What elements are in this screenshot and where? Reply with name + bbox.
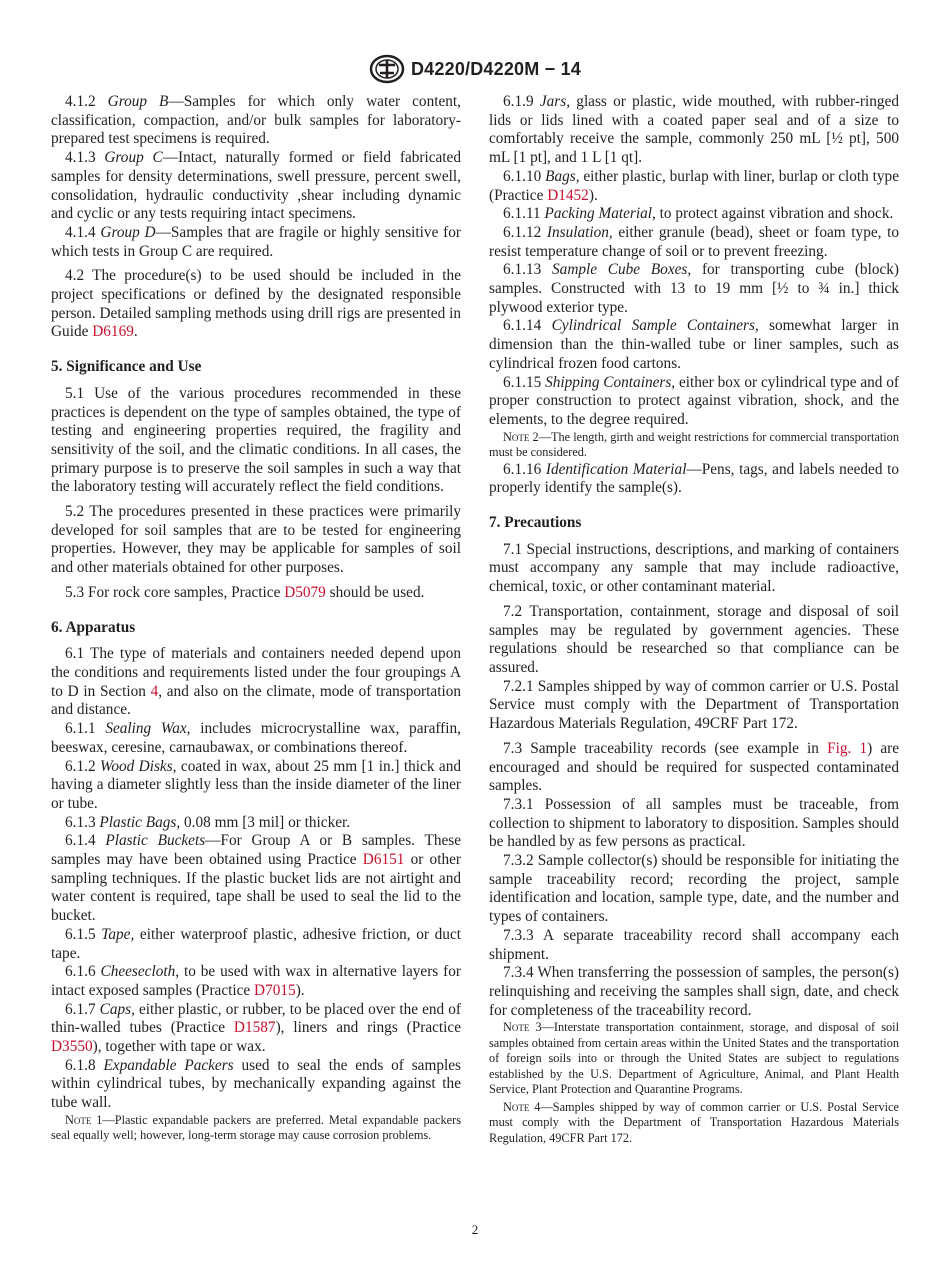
section-7-1: 7.1 Special instructions, descriptions, and marking of containers must accompany any sample that may include radioactive, chemical, toxic, or other contaminant material. — [489, 540, 899, 596]
ref-link-d3550[interactable]: D3550 — [51, 1038, 93, 1056]
section-7-3-4: 7.3.4 When transferring the possession of samples, the person(s) relinquishing and receiving the samples shall sign, date, and check for completeness of the traceability record. — [489, 964, 899, 1019]
section-4-1-2: 4.1.2 Group B—Samples for which only water content, classification, compaction, and/or bulk samples for laboratory-prepared test specimens is required. — [51, 93, 461, 148]
ref-link-fig-1[interactable]: Fig. 1 — [827, 739, 868, 757]
heading-precautions: 7. Precautions — [489, 514, 582, 532]
section-6-1-6: 6.1.6 Cheesecloth, to be used with wax in alternative layers for intact exposed samples (Practice D7015). — [51, 963, 461, 999]
ref-link-d6169[interactable]: D6169 — [92, 323, 134, 341]
ref-link-d7015[interactable]: D7015 — [254, 981, 296, 999]
section-6-1-11: 6.1.11 Packing Material, to protect against vibration and shock. — [503, 205, 894, 223]
section-6-1-10: 6.1.10 Bags, either plastic, burlap with liner, burlap or cloth type (Practice D1452). — [489, 167, 899, 204]
note-1: Note 1—Plastic expandable packers are preferred. Metal expandable packers seal equally well; however, long-term storage may cause corrosion problems. — [51, 1112, 461, 1143]
page-number: 2 — [471, 1222, 479, 1237]
section-6-1-12: 6.1.12 Insulation, either granule (bead), sheet or foam type, to resist temperature change of soil or to prevent freezing. — [489, 223, 899, 260]
ref-link-d6151[interactable]: D6151 — [362, 851, 405, 869]
section-4-2: 4.2 The procedure(s) to be used should be included in the project specifications or defined by the designated responsible person. Detailed sampling methods using drill rigs are presented in Guide D6169. — [51, 267, 461, 341]
standard-designation: D4220/D4220M − 14 — [410, 58, 581, 79]
left-column — [51, 93, 461, 1144]
section-6-1-16: 6.1.16 Identification Material—Pens, tags, and labels needed to properly identify the sample(s). — [489, 460, 899, 497]
section-4-1-4: 4.1.4 Group D—Samples that are fragile or highly sensitive for which tests in Group C are required. — [51, 223, 461, 260]
note-4: Note 4—Samples shipped by way of common carrier or U.S. Postal Service must comply with the Department of Transportation Hazardous Materials Regulation, 49CFR Part 172. — [489, 1099, 899, 1145]
ref-link-d5079[interactable]: D5079 — [284, 583, 326, 601]
ref-link-d1452[interactable]: D1452 — [547, 186, 589, 204]
heading-significance-and-use: 5. Significance and Use — [51, 358, 202, 376]
section-7-2-1: 7.2.1 Samples shipped by way of common carrier or U.S. Postal Service must comply with the Department of Transportation Hazardous Materials Regulation, 49CRF Part 172. — [489, 677, 899, 733]
section-4-1-3: 4.1.3 Group C—Intact, naturally formed or field fabricated samples for density determinations, swell pressure, percent swell, consolidation, hydraulic conductivity ,shear including dynamic and cyclic or any tests requiring intact specimens. — [51, 149, 461, 223]
section-7-3-1: 7.3.1 Possession of all samples must be traceable, from collection to shipment to laboratory to disposition. Samples should be handled by as few persons as practical. — [489, 795, 899, 851]
section-6-1-14: 6.1.14 Cylindrical Sample Containers, somewhat larger in dimension than the thin-walled tube or liner samples, such as cylindrical frozen food cartons. — [489, 317, 899, 372]
section-7-3-3: 7.3.3 A separate traceability record shall accompany each shipment. — [489, 926, 899, 963]
ref-link-section-4[interactable]: 4 — [150, 682, 159, 700]
section-7-3-2: 7.3.2 Sample collector(s) should be responsible for initiating the sample traceability record; recording the project, sample identification and location, sample type, date, and the number and types of containers. — [489, 852, 899, 926]
section-7-3: 7.3 Sample traceability records (see example in Fig. 1) are encouraged and should be required for suspected contaminated samples. — [489, 739, 900, 795]
ref-link-d1587[interactable]: D1587 — [233, 1019, 276, 1037]
section-6-1-15: 6.1.15 Shipping Containers, either box or cylindrical type and of proper construction to protect against vibration, shock, and the elements, to the degree required. — [489, 373, 900, 428]
section-5-3: 5.3 For rock core samples, Practice D5079 should be used. — [65, 583, 425, 601]
section-6-1-4: 6.1.4 Plastic Buckets—For Group A or B samples. These samples may have been obtained using Practice D6151 or other sampling techniques. If the plastic bucket lids are not airtight and water content is required, tape shall be used to seal the lid to the bucket. — [51, 832, 461, 925]
section-6-1: 6.1 The type of materials and containers needed depend upon the conditions and requirements listed under the four groupings A to D in Section 4, and also on the climate, mode of transportation and distance. — [51, 645, 461, 719]
astm-logo-icon — [369, 54, 405, 84]
section-6-1-1: 6.1.1 Sealing Wax, includes microcrystalline wax, paraffin, beeswax, ceresine, carnaubawax, or combinations thereof. — [51, 720, 461, 756]
section-6-1-2: 6.1.2 Wood Disks, coated in wax, about 25 mm [1 in.] thick and having a diameter slightly less than the inside diameter of the liner or tube. — [51, 757, 461, 812]
section-6-1-13: 6.1.13 Sample Cube Boxes, for transporting cube (block) samples. Constructed with 13 to 19 mm [½ to ¾ in.] thick plywood exterior type. — [489, 261, 899, 316]
page-header — [0, 52, 950, 86]
note-3: Note 3—Interstate transportation containment, storage, and disposal of soil samples obtained from certain areas within the United States and the transportation of foreign soils into or through the United States are subject to regulations established by the U.S. Department of Agriculture, Animal, and Plant Health Service, Plant Protection and Quarantine Programs. — [489, 1020, 899, 1097]
heading-apparatus: 6. Apparatus — [51, 618, 136, 636]
note-2: Note 2—The length, girth and weight restrictions for commercial transportation must be considered. — [489, 429, 899, 460]
section-5-2: 5.2 The procedures presented in these practices were primarily developed for soil samples that are to be tested for engineering properties. However, they may be applicable for samples of soil and other materials obtained for other purposes. — [51, 503, 461, 577]
section-6-1-8: 6.1.8 Expandable Packers used to seal the ends of samples within cylindrical tubes, by mechanically expanding against the tube wall. — [51, 1056, 461, 1112]
section-6-1-3: 6.1.3 Plastic Bags, 0.08 mm [3 mil] or thicker. — [65, 813, 351, 831]
section-5-1: 5.1 Use of the various procedures recommended in these practices is dependent on the type of samples obtained, the type of testing and engineering properties required, the fragility and sensitivity of the soil, and the climatic conditions. In all cases, the primary purpose is to preserve the soil samples in such a way that the laboratory testing will accurately reflect the field conditions. — [51, 384, 461, 496]
section-6-1-9: 6.1.9 Jars, glass or plastic, wide mouthed, with rubber-ringed lids or lids lined with a coated paper seal and of a size to comfortably receive the sample, commonly 250 mL [½ pt], 500 mL [1 pt], and 1 L [1 qt]. — [489, 93, 900, 167]
section-6-1-5: 6.1.5 Tape, either waterproof plastic, adhesive friction, or duct tape. — [51, 925, 461, 962]
right-column — [489, 93, 899, 1146]
section-7-2: 7.2 Transportation, containment, storage and disposal of soil samples may be regulated by government agencies. These regulations should be researched so that compliance can be assured. — [489, 602, 899, 676]
section-6-1-7: 6.1.7 Caps, either plastic, or rubber, to be placed over the end of thin-walled tubes (Practice D1587), liners and rings (Practice D3550), together with tape or wax. — [51, 1000, 461, 1056]
